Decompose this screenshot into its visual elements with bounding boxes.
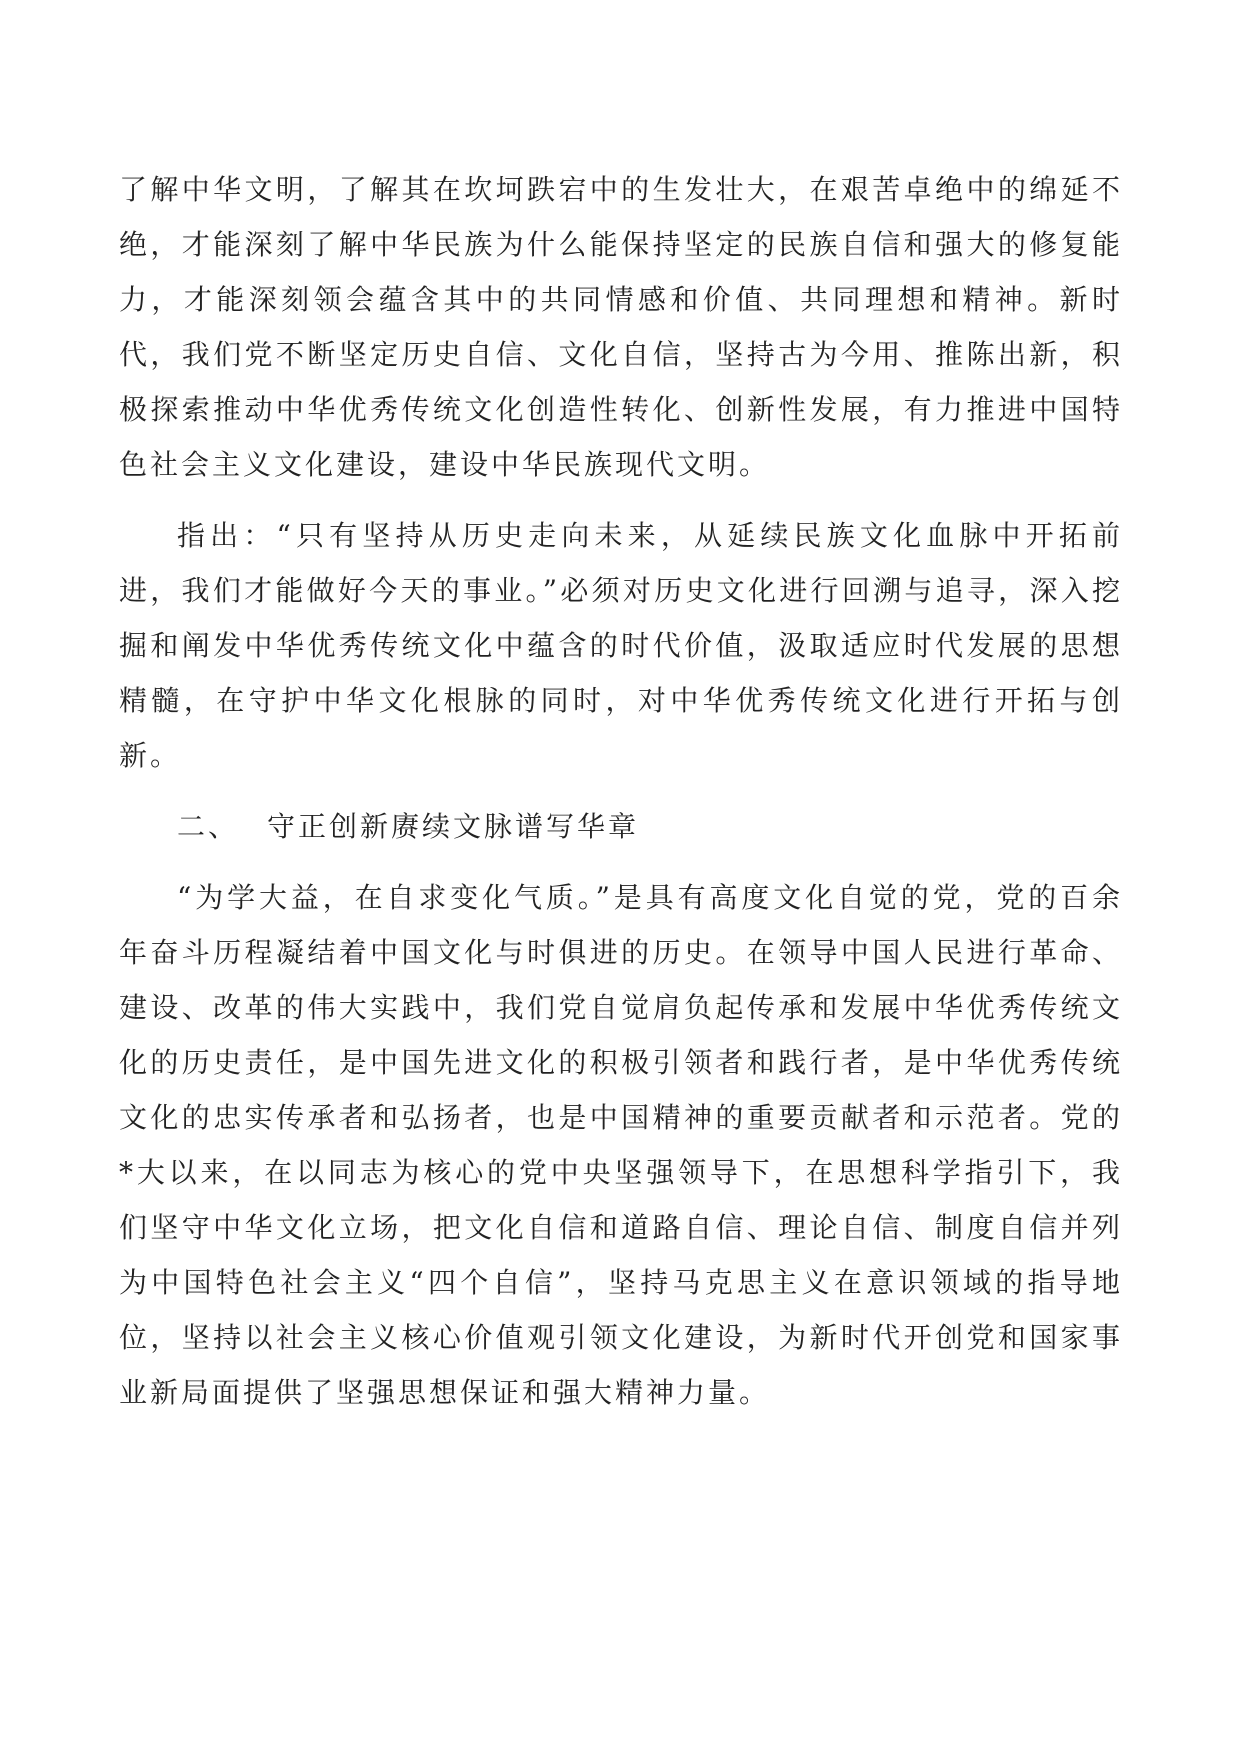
document-body	[119, 162, 1123, 1436]
paragraph-body: “为学大益，在自求变化气质。”是具有高度文化自觉的党，党的百余年奋斗历程凝结着中国文化与时俱进的历史。在领导中国人民进行革命、建设、改革的伟大实践中，我们党自觉肩负起传承和发展中华优秀传统文化的历史责任，是中国先进文化的积极引领者和践行者，是中华优秀传统文化的忠实传承者和弘扬者，也是中国精神的重要贡献者和示范者。党的*大以来，在以同志为核心的党中央坚强领导下，在思想科学指引下，我们坚守中华文化立场，把文化自信和道路自信、理论自信、制度自信并列为中国特色社会主义“四个自信”，坚持马克思主义在意识领域的指导地位，坚持以社会主义核心价值观引领文化建设，为新时代开创党和国家事业新局面提供了坚强思想保证和强大精神力量。	[119, 881, 1123, 1409]
section-title: 守正创新赓续文脉谱写华章	[267, 810, 640, 843]
section-heading	[119, 799, 1123, 854]
section-number: 二、	[177, 810, 240, 843]
paragraph-continuation: 了解中华文明，了解其在坎坷跌宕中的生发壮大，在艰苦卓绝中的绵延不绝，才能深刻了解中华民族为什么能保持坚定的民族自信和强大的修复能力，才能深刻领会蕴含其中的共同情感和价值、共同理想和精神。新时代，我们党不断坚定历史自信、文化自信，坚持古为今用、推陈出新，积极探索推动中华优秀传统文化创造性转化、创新性发展，有力推进中国特色社会主义文化建设，建设中华民族现代文明。	[119, 173, 1123, 481]
paragraph-quote: 指出：“只有坚持从历史走向未来，从延续民族文化血脉中开拓前进，我们才能做好今天的事业。”必须对历史文化进行回溯与追寻，深入挖掘和阐发中华优秀传统文化中蕴含的时代价值，汲取适应时代发展的思想精髓，在守护中华文化根脉的同时，对中华优秀传统文化进行开拓与创新。	[119, 519, 1123, 772]
